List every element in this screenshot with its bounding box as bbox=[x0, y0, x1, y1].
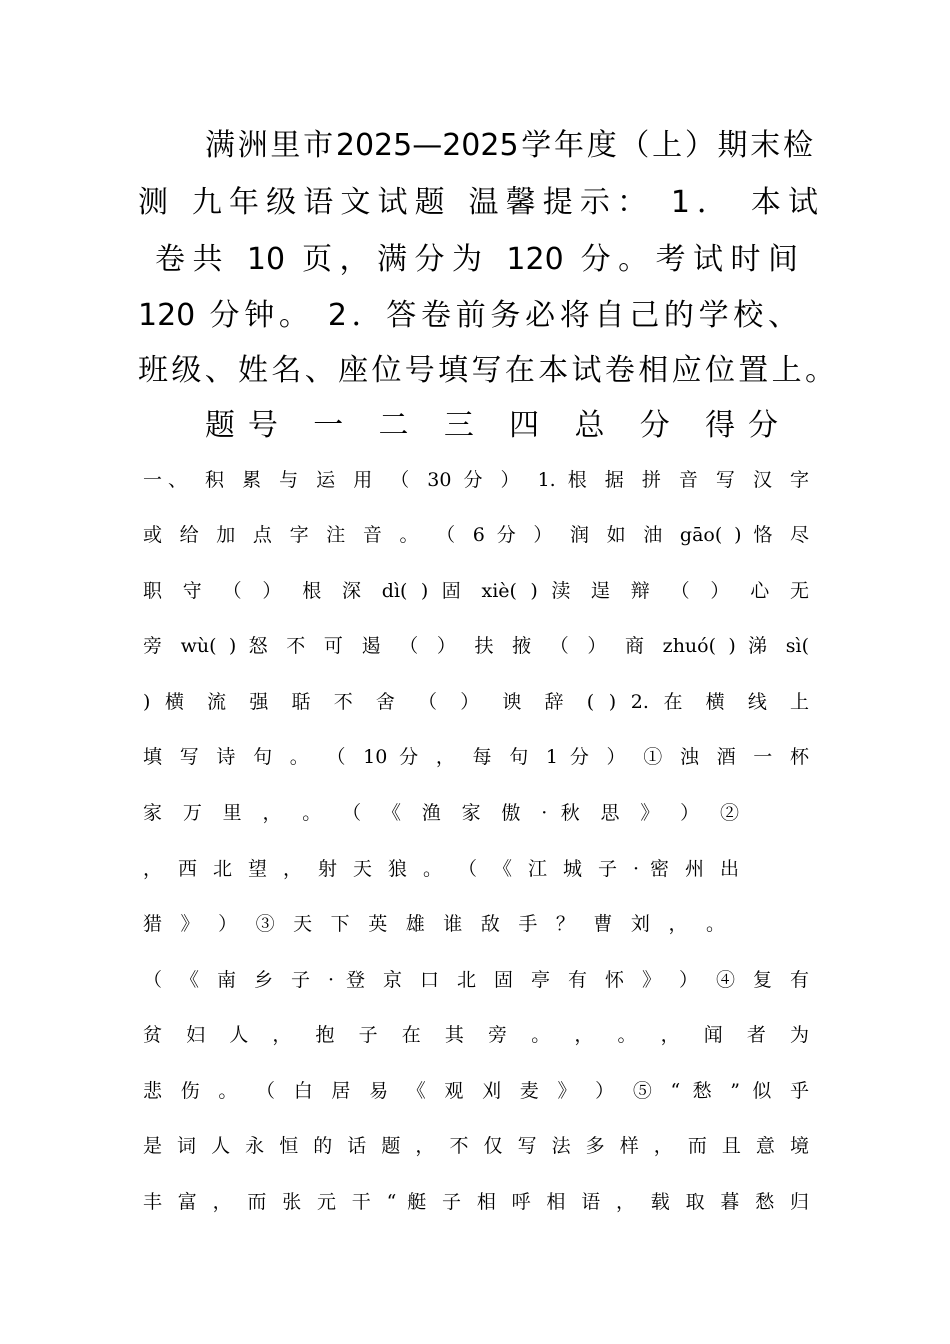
body-line-8: ， 西 北 望 ， 射 天 狼 。 （ 《 江 城 子 · 密 州 出 bbox=[143, 858, 739, 880]
instructions-line-3: 班级、姓名、座位号填写在本试卷相应位置上。 bbox=[138, 353, 835, 388]
exam-subtitle-line: 测 九年级语文试题 温馨提示： 1． 本试 bbox=[138, 185, 818, 220]
body-line-7: 家 万 里 ， 。 （ 《 渔 家 傲 · 秋 思 》 ） ② bbox=[143, 802, 739, 824]
body-line-1: 一、 积 累 与 运 用 （ 30 分 ） 1. 根 据 拼 音 写 汉 字 bbox=[143, 469, 809, 491]
body-line-4: 旁 wù( ) 怒 不 可 遏 （ ） 扶 掖 （ ） 商 zhuó( ) 涕 sì( bbox=[143, 635, 809, 657]
exam-title-line: 满洲里市2025—2025学年度（上）期末检 bbox=[205, 128, 813, 163]
instructions-line-2: 120 分钟。 2．答卷前务必将自己的学校、 bbox=[138, 298, 798, 333]
body-line-6: 填 写 诗 句 。 （ 10 分 ， 每 句 1 分 ） ① 浊 酒 一 杯 bbox=[143, 746, 809, 768]
body-line-11: 贫 妇 人 ， 抱 子 在 其 旁 。 ， 。 ， 闻 者 为 bbox=[143, 1024, 809, 1046]
body-line-10: （ 《 南 乡 子 · 登 京 口 北 固 亭 有 怀 》 ） ④ 复 有 bbox=[143, 969, 809, 991]
body-line-12: 悲 伤 。 （ 白 居 易 《 观 刈 麦 》 ） ⑤ “ 愁 ” 似 乎 bbox=[143, 1080, 809, 1102]
body-line-3: 职 守 （ ） 根 深 dì( ) 固 xiè( ) 渎 逞 辩 （ ） 心 无 bbox=[143, 580, 809, 602]
instructions-line-1: 卷共 10 页，满分为 120 分。考试时间 bbox=[155, 242, 798, 277]
score-table-header: 题号 一 二 三 四 总 分 得分 bbox=[205, 408, 778, 443]
body-line-9: 猎 》 ） ③ 天 下 英 雄 谁 敌 手 ？ 曹 刘 ， 。 bbox=[143, 913, 725, 935]
body-line-5: ) 横 流 强 聒 不 舍 （ ） 谀 辞 ( ) 2. 在 横 线 上 bbox=[143, 691, 809, 713]
body-line-14: 丰 富 ， 而 张 元 干 “ 艇 子 相 呼 相 语 ， 载 取 暮 愁 归 bbox=[143, 1191, 809, 1213]
body-line-13: 是 词 人 永 恒 的 话 题 ， 不 仅 写 法 多 样 ， 而 且 意 境 bbox=[143, 1135, 809, 1157]
body-line-2: 或 给 加 点 字 注 音 。 （ 6 分 ） 润 如 油 gāo( ) 恪 尽 bbox=[143, 524, 809, 546]
